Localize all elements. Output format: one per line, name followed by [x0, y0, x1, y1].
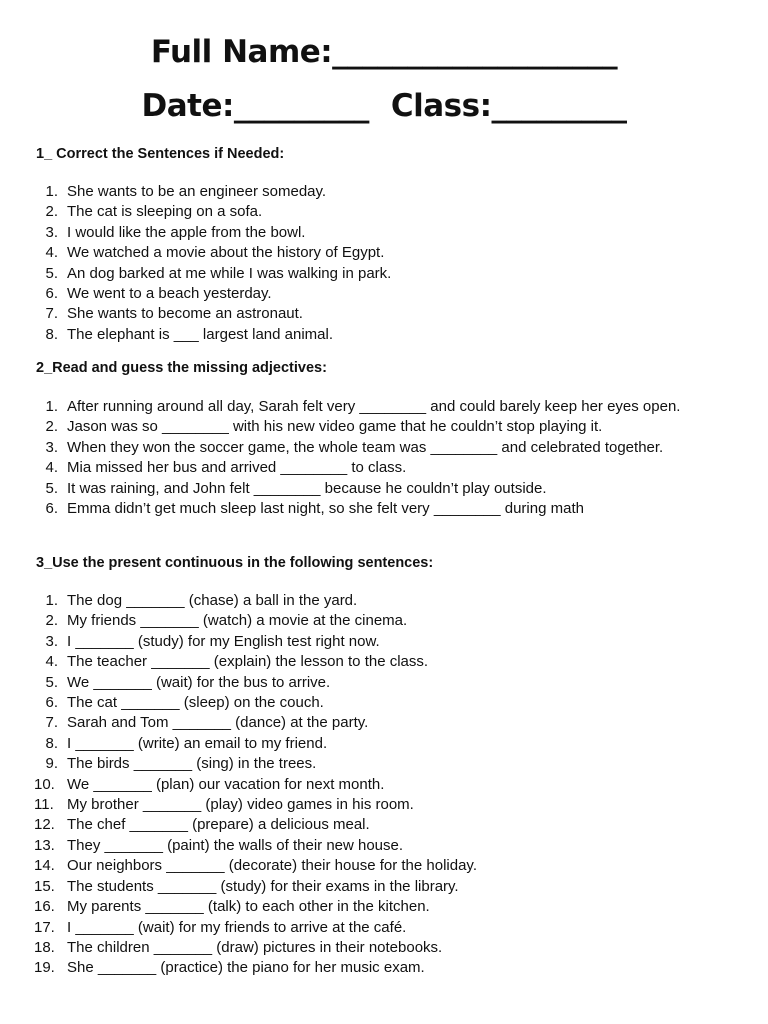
item-number: 14. — [34, 857, 55, 875]
item-text: The chef _______ (prepare) a delicious meal. — [67, 816, 370, 834]
item-text: The teacher _______ (explain) the lesson to the class. — [67, 653, 429, 671]
list-item — [36, 632, 732, 652]
list-item — [36, 734, 732, 754]
item-text: The students _______ (study) for their exams in the library. — [67, 877, 459, 895]
item-text: Mia missed her bus and arrived ________ to class. — [67, 459, 407, 477]
item-text: She wants to be an engineer someday. — [67, 183, 327, 200]
list-item — [36, 438, 732, 458]
item-number: 6. — [45, 694, 58, 712]
item-text: We _______ (wait) for the bus to arrive. — [67, 673, 331, 691]
item-number: 3. — [45, 438, 58, 456]
item-text: An dog barked at me while I was walking in park. — [67, 264, 392, 282]
list-item — [36, 713, 732, 733]
list-item — [36, 243, 732, 263]
list-item — [36, 264, 732, 284]
item-text: Sarah and Tom _______ (dance) at the party. — [67, 714, 369, 732]
section-3-list — [36, 591, 732, 979]
item-text: My friends _______ (watch) a movie at the cinema. — [67, 612, 408, 630]
item-number: 2. — [45, 612, 58, 630]
list-item — [36, 836, 732, 856]
section-1-heading: 1_ Correct the Sentences if Needed: — [36, 146, 285, 162]
item-number: 8. — [45, 734, 58, 752]
item-number: 17. — [34, 918, 55, 936]
list-item — [36, 795, 732, 815]
list-item — [36, 284, 732, 304]
item-text: We _______ (plan) our vacation for next month. — [67, 775, 385, 793]
item-text: Our neighbors _______ (decorate) their house for the holiday. — [67, 857, 477, 875]
item-number: 2. — [45, 418, 58, 436]
item-text: My brother _______ (play) video games in his room. — [67, 796, 414, 814]
list-item — [36, 897, 732, 917]
list-item — [36, 775, 732, 795]
item-text: I would like the apple from the bowl. — [67, 223, 306, 241]
list-item — [36, 479, 732, 499]
section-1-list — [36, 182, 732, 345]
item-text: Emma didn’t get much sleep last night, so she felt very ________ during math — [67, 500, 584, 518]
list-item — [36, 815, 732, 835]
item-text: Jason was so ________ with his new video game that he couldn’t stop playing it. — [67, 418, 603, 436]
item-number: 18. — [34, 938, 55, 956]
item-number: 6. — [45, 285, 58, 303]
item-number: 19. — [34, 959, 55, 977]
item-text: She wants to become an astronaut. — [67, 305, 303, 323]
item-text: My parents _______ (talk) to each other in the kitchen. — [67, 898, 430, 916]
item-text: When they won the soccer game, the whole team was ________ and celebrated together. — [67, 438, 664, 456]
item-text: The cat is sleeping on a sofa. — [67, 203, 263, 221]
section-2-heading: 2_Read and guess the missing adjectives: — [36, 360, 327, 376]
list-item — [36, 325, 732, 345]
item-number: 1. — [45, 592, 58, 609]
item-number: 9. — [45, 755, 58, 773]
item-text: It was raining, and John felt ________ because he couldn’t play outside. — [67, 479, 547, 497]
list-item — [36, 223, 732, 243]
item-number: 11. — [34, 796, 54, 814]
item-text: We went to a beach yesterday. — [67, 285, 272, 303]
item-text: I _______ (wait) for my friends to arrive at the café. — [67, 918, 407, 936]
date-class-row — [0, 88, 768, 124]
list-item — [36, 417, 732, 437]
list-item — [36, 958, 732, 978]
list-item — [36, 458, 732, 478]
list-item — [36, 182, 732, 202]
item-text: We watched a movie about the history of Egypt. — [67, 244, 385, 262]
list-item — [36, 877, 732, 897]
item-text: The dog _______ (chase) a ball in the yard. — [67, 592, 358, 609]
item-text: The elephant is ___ largest land animal. — [67, 325, 334, 343]
item-text: After running around all day, Sarah felt very ________ and could barely keep her eyes open. — [67, 398, 681, 415]
item-number: 4. — [45, 653, 58, 671]
item-text: I _______ (write) an email to my friend. — [67, 734, 328, 752]
item-number: 10. — [34, 775, 55, 793]
list-item — [36, 304, 732, 324]
list-item — [36, 918, 732, 938]
list-item — [36, 397, 732, 417]
item-text: I _______ (study) for my English test right now. — [67, 632, 380, 650]
list-item — [36, 693, 732, 713]
list-item — [36, 652, 732, 672]
item-number: 5. — [45, 673, 58, 691]
class-label: Class:_________ — [390, 88, 627, 124]
section-2-list — [36, 397, 732, 519]
full-name-label: Full Name:___________________ — [150, 34, 618, 70]
item-number: 15. — [34, 877, 55, 895]
list-item — [36, 611, 732, 631]
item-text: The cat _______ (sleep) on the couch. — [67, 694, 324, 712]
item-number: 3. — [45, 223, 58, 241]
item-number: 13. — [34, 836, 55, 854]
item-number: 1. — [45, 183, 58, 200]
item-number: 16. — [34, 898, 55, 916]
item-number: 7. — [45, 305, 58, 323]
list-item — [36, 202, 732, 222]
item-number: 6. — [45, 500, 58, 518]
item-number: 2. — [45, 203, 58, 221]
item-number: 4. — [45, 459, 58, 477]
list-item — [36, 856, 732, 876]
item-number: 3. — [45, 632, 58, 650]
item-text: They _______ (paint) the walls of their new house. — [67, 836, 404, 854]
item-text: The children _______ (draw) pictures in their notebooks. — [67, 938, 443, 956]
section-3-heading: 3_Use the present continuous in the following sentences: — [36, 555, 434, 571]
date-label: Date:_________ — [141, 88, 369, 124]
full-name-field — [0, 34, 768, 70]
item-number: 1. — [45, 398, 58, 415]
item-text: The birds _______ (sing) in the trees. — [67, 755, 317, 773]
item-number: 4. — [45, 244, 58, 262]
list-item — [36, 673, 732, 693]
list-item — [36, 499, 732, 519]
item-number: 7. — [45, 714, 58, 732]
item-text: She _______ (practice) the piano for her music exam. — [67, 959, 425, 977]
item-number: 12. — [34, 816, 55, 834]
item-number: 5. — [45, 264, 58, 282]
list-item — [36, 591, 732, 611]
item-number: 5. — [45, 479, 58, 497]
list-item — [36, 938, 732, 958]
item-number: 8. — [45, 325, 58, 343]
list-item — [36, 754, 732, 774]
